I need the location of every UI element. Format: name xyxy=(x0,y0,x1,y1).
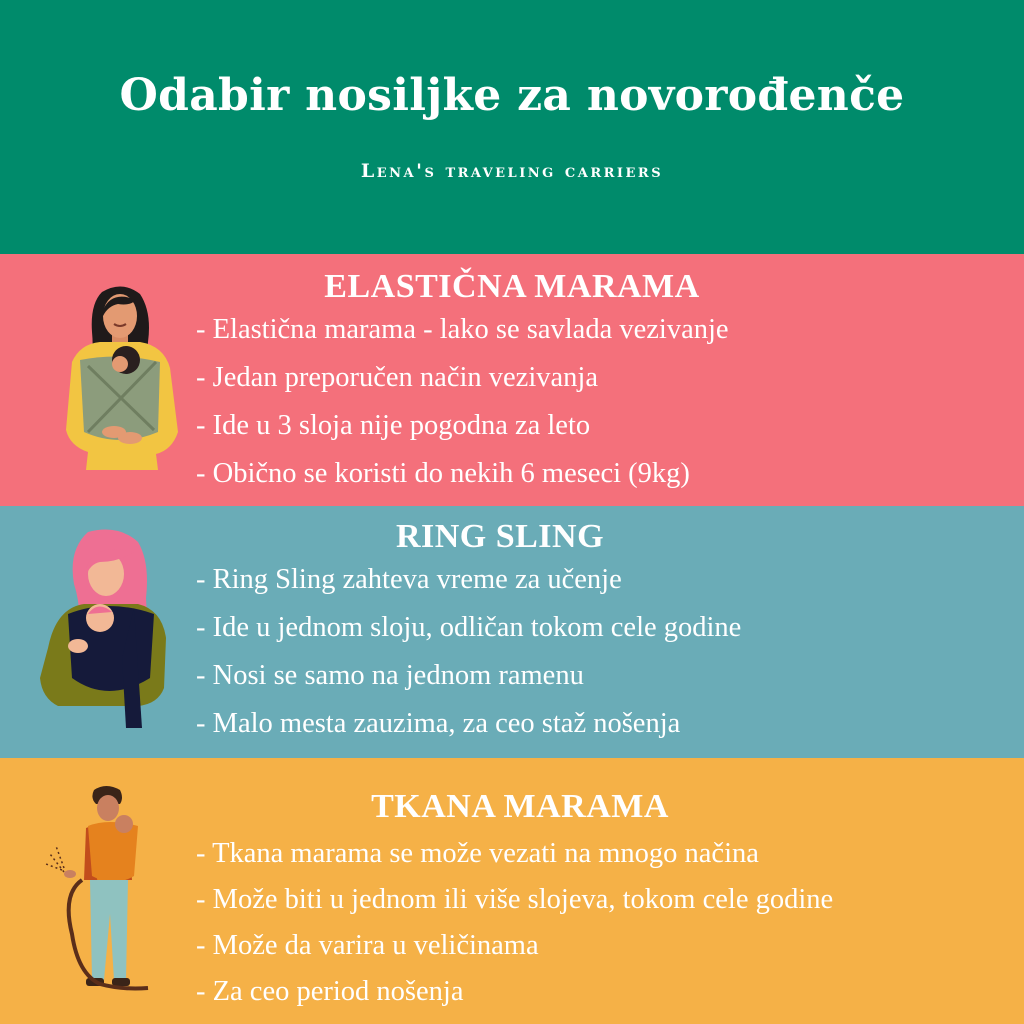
woman-with-stretchy-wrap-illustration xyxy=(60,282,185,472)
section-elastic-wrap xyxy=(0,254,1024,506)
man-with-woven-wrap-watering-illustration xyxy=(42,784,164,999)
list-item: - Ide u 3 sloja nije pogodna za leto xyxy=(196,410,591,441)
section-ring-sling xyxy=(0,506,1024,758)
header-banner xyxy=(0,0,1024,254)
list-item: - Jedan preporučen način vezivanja xyxy=(196,362,598,393)
section-heading-ring-sling: RING SLING xyxy=(395,518,605,555)
list-item: - Ring Sling zahteva vreme za učenje xyxy=(196,564,622,595)
list-item: - Ide u jednom sloju, odličan tokom cele godine xyxy=(196,612,742,643)
section-heading-elastic: ELASTIČNA MARAMA xyxy=(324,268,700,305)
list-item: - Može biti u jednom ili više slojeva, tokom cele godine xyxy=(196,884,834,915)
section-woven-wrap xyxy=(0,758,1024,1024)
list-item: - Može da varira u veličinama xyxy=(196,930,539,961)
page-subtitle: Lena's traveling carriers xyxy=(360,160,664,182)
list-item: - Tkana marama se može vezati na mnogo načina xyxy=(196,838,759,869)
list-item: - Nosi se samo na jednom ramenu xyxy=(196,660,584,691)
list-item: - Malo mesta zauzima, za ceo staž nošenja xyxy=(196,708,681,739)
page-title: Odabir nosiljke za novorođenče xyxy=(119,70,905,121)
list-item: - Obično se koristi do nekih 6 meseci (9kg) xyxy=(196,458,690,489)
list-item: - Elastična marama - lako se savlada vezivanje xyxy=(196,314,729,345)
list-item: - Za ceo period nošenja xyxy=(196,976,464,1007)
section-heading-woven: TKANA MARAMA xyxy=(371,788,669,825)
woman-with-ring-sling-illustration xyxy=(38,528,170,738)
